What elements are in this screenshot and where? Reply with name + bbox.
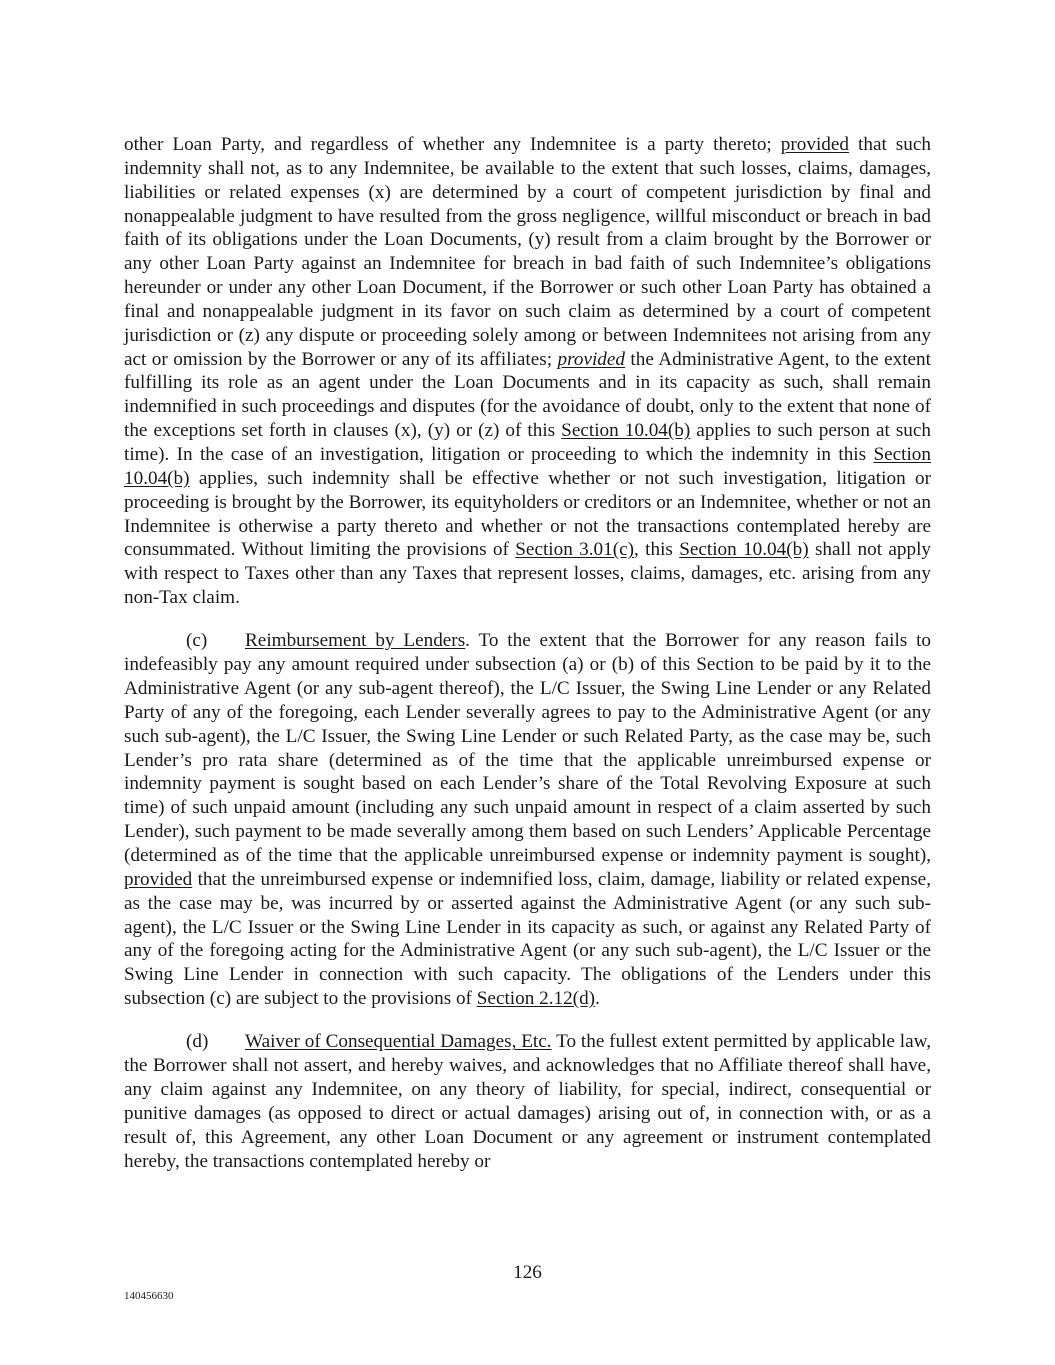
section-reference: Section 3.01(c) bbox=[515, 539, 635, 561]
paragraph-b-continuation bbox=[124, 133, 931, 610]
provided-term: provided bbox=[124, 868, 193, 890]
text: other Loan Party, and regardless of whether any Indemnitee is a party thereto; bbox=[124, 134, 781, 155]
section-reference: Section 10.04(b) bbox=[679, 539, 809, 561]
provided-term-italic: provided bbox=[557, 348, 625, 370]
clause-number: (c) bbox=[186, 630, 208, 652]
provided-term: provided bbox=[780, 134, 849, 155]
text: . bbox=[595, 988, 600, 1010]
text: To the fullest extent permitted by applicable law, the Borrower shall not assert, and hereby waives, and acknowledges that no Affiliate thereof shall have, any claim against any Indemnitee, on any theory of liability, for special, indirect, consequential or punitive damages (as opposed to direct or actual damages) arising out of, in connection with, or as a result of, this Agreement, any other Loan Document or any agreement or instrument contemplated hereby, the transactions contemplated hereby or bbox=[124, 1031, 932, 1172]
page-number: 126 bbox=[513, 1262, 542, 1283]
document-id: 140456630 bbox=[124, 1290, 174, 1302]
text: , this bbox=[634, 539, 680, 561]
clause-number: (d) bbox=[186, 1031, 209, 1053]
section-reference: Section 10.04(b) bbox=[561, 420, 691, 442]
text: applies, such indemnity shall be effective whether or not such investigation, litigation or proceeding is brought by the Borrower, its equityholders or creditors or an Indemnitee, whether or not an Indemnitee is otherwise a party thereto and whether or not the transactions contemplated hereby are consummated. Without limiting the provisions of bbox=[124, 467, 931, 561]
text: . To the extent that the Borrower for any reason fails to indefeasibly pay any amount required under subsection (a) or (b) of this Section to be paid by it to the Administrative Agent (or any sub-agent thereof), the L/C Issuer, the Swing Line Lender or any Related Party of any of the foregoing, each Lender severally agrees to pay to the Administrative Agent (or any such sub-agent), the L/C Issuer, the Swing Line Lender or such Related Party, as the case may be, such Lender’s pro rata share (determined as of the time that the applicable unreimbursed expense or indemnity payment is sought based on each Lender’s share of the Total Revolving Exposure at such time) of such unpaid amount (including any such unpaid amount in respect of a claim asserted by such Lender), such payment to be made severally among them based on such Lenders’ Applicable Percentage (determined as of the time that the applicable unreimbursed expense or indemnity payment is sought), bbox=[124, 630, 931, 866]
text: that such indemnity shall not, as to any Indemnitee, be available to the extent that such losses, claims, damages, liabilities or related expenses (x) are determined by a court of competent jurisdiction by final and nonappealable judgment to have resulted from the gross negligence, willful misconduct or breach in bad faith of its obligations under the Loan Documents, (y) result from a claim brought by the Borrower or any other Loan Party against an Indemnitee for breach in bad faith of such Indemnitee’s obligations hereunder or under any other Loan Document, if the Borrower or such other Loan Party has obtained a final and nonappealable judgment in its favor on such claim as determined by a court of competent jurisdiction or (z) any dispute or proceeding solely among or between Indemnitees not arising from any act or omission by the Borrower or any of its affiliates; bbox=[124, 134, 931, 370]
section-reference: Section 2.12(d) bbox=[476, 988, 596, 1010]
paragraph-c bbox=[124, 629, 931, 1011]
text: shall not apply with respect to Taxes other than any Taxes that represent losses, claims, damages, etc. arising from any non-Tax claim. bbox=[124, 539, 931, 609]
document-body bbox=[124, 133, 931, 1193]
paragraph-d bbox=[124, 1030, 931, 1173]
text: applies to such person at such time). In the case of an investigation, litigation or proceeding to which the indemnity in this bbox=[124, 420, 931, 465]
text: the Administrative Agent, to the extent fulfilling its role as an agent under the Loan Documents and in its capacity as such, shall remain indemnified in such proceedings and disputes (for the avoidance of doubt, only to the extent that none of the exceptions set forth in clauses (x), (y) or (z) of this bbox=[124, 348, 931, 442]
clause-heading: Waiver of Consequential Damages, Etc. bbox=[245, 1031, 552, 1053]
text: that the unreimbursed expense or indemnified loss, claim, damage, liability or related expense, as the case may be, was incurred by or asserted against the Administrative Agent (or any such sub-agent), the L/C Issuer or the Swing Line Lender in its capacity as such, or against any Related Party of any of the foregoing acting for the Administrative Agent (or any such sub-agent), the L/C Issuer or the Swing Line Lender in connection with such capacity. The obligations of the Lenders under this subsection (c) are subject to the provisions of bbox=[124, 868, 931, 1010]
section-reference: Section 10.04(b) bbox=[124, 443, 931, 489]
clause-heading: Reimbursement by Lenders bbox=[245, 630, 466, 652]
